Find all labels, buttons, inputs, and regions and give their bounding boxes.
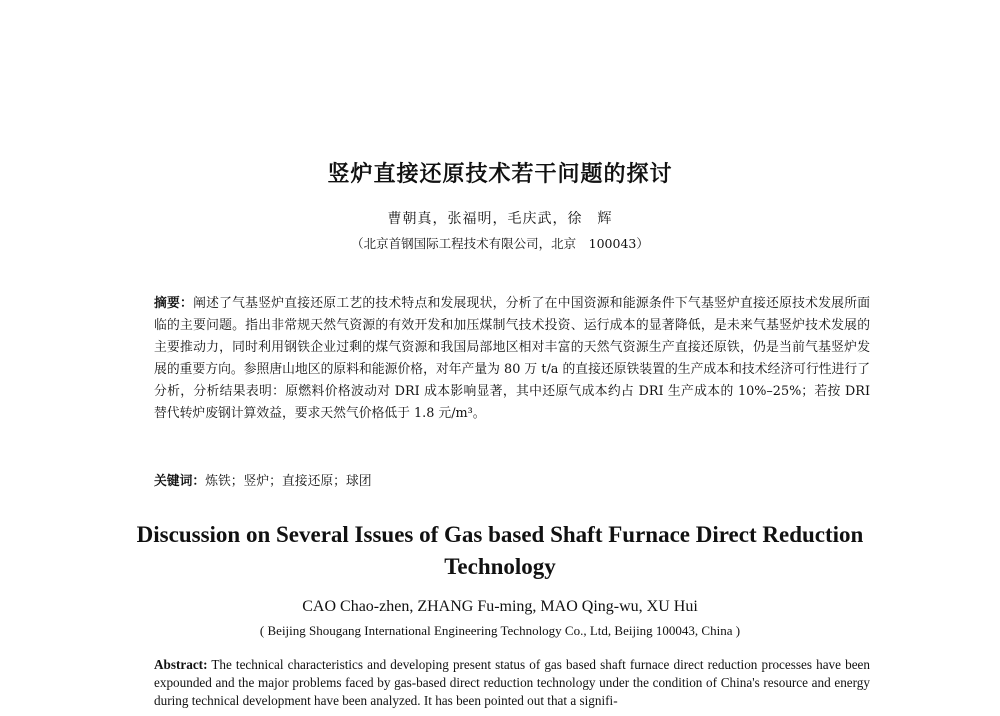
english-abstract-label: Abstract: xyxy=(154,657,208,672)
chinese-affiliation: （北京首钢国际工程技术有限公司，北京 100043） xyxy=(351,236,649,251)
chinese-keywords xyxy=(154,470,870,489)
chinese-keywords-label: 关键词： xyxy=(154,474,206,489)
english-abstract-body: The technical characteristics and developing present status of gas based shaft furnace direct reduction processes have been expounded and the major problems faced by gas-based direct reduction technology under the condition of China's resource and energy during technical development have been analyzed. It has been pointed out that a signifi- xyxy=(154,657,870,708)
english-authors: CAO Chao-zhen, ZHANG Fu-ming, MAO Qing-wu, XU Hui xyxy=(302,598,698,615)
english-abstract xyxy=(154,656,870,710)
english-affiliation: ( Beijing Shougang International Engineering Technology Co., Ltd, Beijing 100043, China ) xyxy=(259,623,741,638)
chinese-abstract-body: 阐述了气基竖炉直接还原工艺的技术特点和发展现状，分析了在中国资源和能源条件下气基竖炉直接还原技术发展所面临的主要问题。指出非常规天然气资源的有效开发和加压煤制气技术投资、运行成本的显著降低，是未来气基竖炉技术发展的主要推动力，同时利用钢铁企业过剩的煤气资源和我国局部地区相对丰富的天然气资源生产直接还原铁，仍是当前气基竖炉发展的重要方向。参照唐山地区的原料和能源价格，对年产量为 80 万 t/a 的直接还原铁装置的生产成本和技术经济可行性进行了分析，分析结果表明：原燃料价格波动对 DRI 成本影响显著，其中还原气成本约占 DRI 生产成本的 10%–25%；若按 DRI 替代转炉废钢计算效益，要求天然气价格低于 1.8 元/m³。 xyxy=(154,296,871,421)
chinese-abstract xyxy=(154,293,870,425)
chinese-authors: 曹朝真，张福明，毛庆武，徐 辉 xyxy=(387,211,613,227)
english-title: Discussion on Several Issues of Gas based Shaft Furnace Direct Reduction Technology xyxy=(136,522,864,579)
chinese-abstract-label: 摘要： xyxy=(154,296,194,311)
chinese-keywords-list: 炼铁；竖炉；直接还原；球团 xyxy=(205,474,372,489)
chinese-title: 竖炉直接还原技术若干问题的探讨 xyxy=(327,162,673,187)
